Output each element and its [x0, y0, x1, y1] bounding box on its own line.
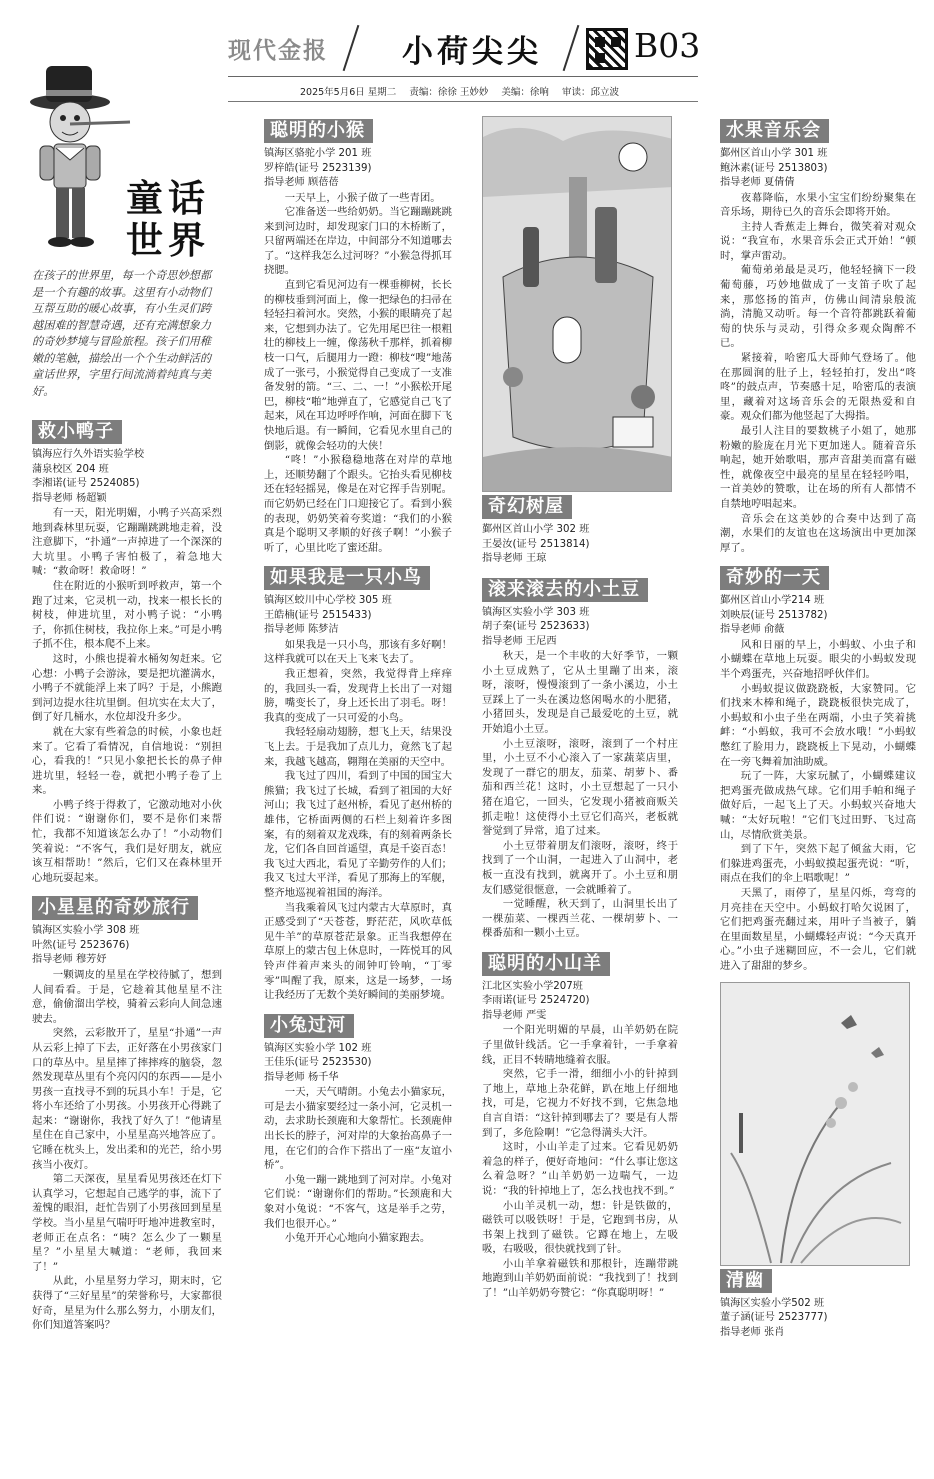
school: 镇海区实验小学 303 班: [482, 606, 590, 618]
article-byline: [264, 1042, 452, 1086]
paragraph: 从此，小星星努力学习，期末时，它获得了“三好星星”的荣誉称号，大家都很好奇，星星为什么那么努力，小朋友们，你们知道答案吗？: [32, 1275, 222, 1332]
paragraph: 最引人注目的要数桃子小姐了，她那粉嫩的脸庞在月光下更加迷人。随着音乐响起，她开始歌唱，那声音甜美而富有磁性，就像夜空中最亮的星星在轻轻吟唱，一首美妙的赞歌，让在场的所有人都情不自禁地哼唱起来。: [720, 425, 916, 510]
paragraph: 到了下午，突然下起了倾盆大雨，它们躲进鸡蛋壳，小蚂蚁摸起蛋壳说：“听，雨点在我们的伞上唱歌呢！”: [720, 843, 916, 885]
paragraph: 它准备送一些给奶奶。当它蹦蹦跳跳来到河边时，却发现家门口的木桥断了，只留两端还在岸边，中间部分不知道哪去了。“这样我怎么过河呀？”小猴急得抓耳挠腮。: [264, 206, 452, 277]
author: 刘映辰(证号 2513782): [720, 609, 828, 621]
article-byline: [482, 606, 678, 650]
author: 王晏汝(证号 2513814): [482, 538, 590, 550]
school: 江北区实验小学207班: [482, 980, 583, 992]
article-clever-monkey: [264, 116, 452, 555]
article-body: [264, 638, 452, 1003]
school: 鄞州区首山小学214 班: [720, 595, 825, 607]
paragraph: 风和日丽的早上，小蚂蚁、小虫子和小蝴蝶在草地上玩耍。眼尖的小蚂蚁发现半个鸡蛋壳，兴奋地招呼伙伴们。: [720, 638, 916, 681]
article-title: 救小鸭子: [32, 420, 122, 444]
teacher: 指导老师 陈梦洁: [264, 624, 339, 636]
article-star-journey: [32, 893, 222, 1332]
article-body: [264, 191, 452, 556]
paragraph: 我飞过了四川，看到了中国的国宝大熊猫；我飞过了长城，看到了祖国的大好河山；我飞过了赵州桥，看见了赵州桥的雄伟，它桥面两侧的石栏上刻着许多图案，有的刻着双龙戏珠，有的刻着两条长龙，它们各自回首遥望，真是千姿百态！我飞过大西北，看见了辛勤劳作的人们；我又飞过大平洋，看见了那海上的军舰，整齐地巡视着祖国的海洋。: [264, 770, 452, 899]
paragraph: 一天早上，小猴子做了一些青团。: [284, 191, 441, 204]
article-byline: [32, 924, 222, 968]
article-byline: [482, 980, 678, 1024]
teacher: 指导老师 顾蓓蓓: [264, 177, 339, 188]
article-rolling-potato: [482, 575, 678, 941]
paragraph: 紧接着，哈密瓜大哥帅气登场了。他在那圆润的肚子上，轻轻拍打，发出“咚咚”的鼓点声，节奏感十足，哈密瓜的表演里，藏着对这场音乐会的无限热爱和自豪。观众们都为他竖起了大拇指。: [720, 352, 916, 423]
paragraph: 直到它看见河边有一棵垂柳树，长长的柳枝垂到河面上，像一把绿色的扫帚在轻轻扫着河水。突然，小猴的眼睛亮了起来，它想到办法了。它先用尾巴往一根粗壮的柳枝上一缠，像荡秋千那样，抓着柳枝一口气，后腿用力一蹬：柳枝“嗖”地荡成了一张弓，小猴觉得自己变成了一支准备发射的箭。“三、二、一！”小猴松开尾巴，柳枝“啪”地弹直了，它感觉自己飞了起来，风在耳边呼呼作响，河面在脚下飞快地后退。有一瞬间，它看见水里自己的倒影，就像会轻功的大侠！: [264, 279, 452, 452]
article-rabbit-crossing: [264, 1011, 452, 1246]
paragraph: 小山羊拿着磁铁和那根针，连蹦带跳地跑到山羊奶奶面前说：“我找到了！找到了！”山羊奶奶夸赞它：“你真聪明呀！”: [482, 1257, 678, 1300]
teacher: 指导老师 张肖: [720, 1326, 785, 1338]
brand-line: 童话: [126, 177, 210, 220]
editor-credit: 责编：徐徐 王妙妙: [409, 87, 489, 98]
teacher: 指导老师 穆芳妤: [32, 954, 107, 966]
school: 鄞州区首山小学 301 班: [720, 148, 828, 159]
paragraph: 第二天深夜，星星看见男孩还在灯下认真学习，它想起自己逃学的事，流下了羞愧的眼泪，赶忙告别了小男孩回到星星学校。当小星星气喘吁吁地冲进教室时，老师正在点名：“咦？怎么少了一颗星星？”小星星大喊道：“老师，我回来了！”: [32, 1173, 222, 1273]
article-title: 清幽: [720, 1269, 772, 1293]
orchid-painting: [720, 982, 910, 1266]
article-body: [720, 638, 916, 974]
teacher: 指导老师 杨超颖: [32, 492, 107, 504]
column-4: [720, 116, 916, 1348]
article-clever-goat: [482, 949, 678, 1301]
article-fantasy-treehouse: [482, 492, 678, 567]
paragraph: 秋天，是一个丰收的大好季节，一颗小土豆成熟了，它从土里蹦了出来，滚呀，滚呀，慢慢滚到了一条小溪边，小土豆踩上了一头在溪边悠闲喝水的小肥猪，小猪回头，发现是自己最爱吃的土豆，就开始追小土豆。: [482, 650, 678, 735]
paragraph: 突然，云彩散开了，星星“扑通”一声从云彩上掉了下去，正好落在小男孩家门口的草丛中。星星摔了摔摔疼的脑袋，忽然发现草丛里有个亮闪闪的东西——是小男孩一直找寻不到的玩具小车！于是，它将小车还给了小男孩。小男孩开心得跳了起来：“谢谢你，我找了好久了！”他请星星住在自己家中，小星星高兴地答应了。它睡在枕头上，发出柔和的光芒，给小男孩当小夜灯。: [32, 1027, 222, 1171]
paragraph: 小土豆滚呀，滚呀，滚到了一个村庄里，小土豆不小心滚入了一家蔬菜店里，发现了一群它的朋友，茄菜、胡萝卜、番茄和西兰花！这时，小土豆想起了一只小猪在追它，一回头，它发现小猪被商贩关抓走啦！这使得小土豆它们高兴，老板就誉觉到了异常，追了过来。: [482, 737, 678, 838]
column-2: [264, 116, 452, 1254]
article-title: 水果音乐会: [720, 119, 829, 143]
newspaper-name: 现代金报: [228, 37, 328, 64]
article-byline: [32, 448, 222, 506]
article-save-duckling: [32, 417, 222, 885]
school: 镇海区实验小学 308 班: [32, 925, 140, 937]
paragraph: 我正想着，突然，我觉得背上痒痒的，我回头一看，发现背上长出了一对翅膀，嘴变长了，身上还长出了羽毛。呀！我真的变成了一只可爱的小鸟。: [264, 668, 452, 724]
article-title: 滚来滚去的小土豆: [482, 578, 648, 602]
paragraph: 一颗调皮的星星在学校待腻了，想到人间看看。于是，它趁着其他星星不注意，偷偷溜出学校，骑着云彩向人间急速驶去。: [32, 968, 222, 1025]
paragraph: 小山羊灵机一动，想：针是铁做的，磁铁可以吸铁呀！于是，它跑到书房，从书架上找到了磁铁。它蹲在地上，左吸吸，右吸吸，很快就找到了针。: [482, 1199, 678, 1256]
author: 鲍沐素(证号 2513803): [720, 162, 828, 174]
reviewer-credit: 审读：邱立波: [561, 87, 619, 98]
paragraph: 一觉睡醒，秋天到了，山洞里长出了一棵茄菜、一棵西兰花、一棵胡萝卜、一棵番茄和一颗小土豆。: [482, 898, 678, 940]
article-body: [32, 506, 222, 885]
article-serenity: [720, 1266, 916, 1341]
brand-line: 世界: [126, 219, 210, 262]
paragraph: 我轻轻扇动翅膀，想飞上天，结果没飞上去。于是我加了点儿力，竟然飞了起来，我越飞越高，翱翔在美丽的天空中。: [264, 726, 452, 768]
article-title: 小兔过河: [264, 1014, 354, 1038]
paragraph: 一天，天气晴朗。小兔去小猫家玩，可是去小猫家要经过一条小河，它灵机一动，去求助长颈鹿和大象帮忙。长颈鹿伸出长长的脖子，河对岸的大象抬高鼻子一甩，在它们的合作下搭出了一座“友谊小桥”。: [264, 1086, 452, 1172]
designer-credit: 美编：徐响: [501, 87, 549, 98]
paragraph: 音乐会在这美妙的合奏中达到了高潮，水果们的友谊也在这场演出中更加深厚了。: [720, 512, 916, 554]
teacher: 指导老师 王尼西: [482, 635, 557, 647]
school: 镇海区实验小学 102 班: [264, 1042, 372, 1054]
teacher: 指导老师 严雯: [482, 1009, 547, 1021]
paragraph: 小土豆带着朋友们滚呀，滚呀，终于找到了一个山洞，一起进入了山洞中，老板一直没有找到，就离开了。小土豆和朋友们感觉很惬意，一会就睡着了。: [482, 839, 678, 896]
school: 镇海应行久外语实验学校: [32, 449, 145, 460]
qr-code-icon: [586, 28, 628, 70]
article-title: 小星星的奇妙旅行: [32, 896, 198, 920]
article-title: 聪明的小猴: [264, 119, 373, 143]
issue-date: 2025年5月6日 星期二: [300, 87, 397, 98]
paragraph: 玩了一阵，大家玩腻了，小蝴蝶建议把鸡蛋壳做成热气球。它们用手帕和绳子做好后，一起飞上了天。小蚂蚁兴奋地大喊：“太好玩啦！”它们飞过田野、飞过高山，尽情欣赏美景。: [720, 770, 916, 841]
article-body: [482, 1023, 678, 1300]
school: 镇海区骆驼小学 201 班: [264, 148, 372, 159]
header-rule: [228, 76, 698, 77]
paragraph: 夜幕降临，水果小宝宝们纷纷聚集在音乐场，期待已久的音乐会即将开始。: [720, 191, 916, 219]
author: 王佳乐(证号 2523530): [264, 1057, 372, 1069]
teacher: 指导老师 杨千华: [264, 1071, 339, 1083]
orchid-painting-art: [721, 983, 910, 1266]
article-if-i-were-bird: [264, 563, 452, 1002]
article-title: 奇幻树屋: [482, 495, 572, 519]
paragraph: 葡萄弟弟最是灵巧，他轻轻摘下一段葡萄藤，巧妙地做成了一支笛子吹了起来，那悠扬的笛声，仿佛山间清泉般流淌，清脆又动听。每一个音符都跳跃着葡萄的快乐与灵动，引得众多观众陶醉不已。: [720, 264, 916, 350]
paragraph: 就在大家有些着急的时候，小象也赶来了。它看了看情况，自信地说：“别担心，看我的！”只见小象把长长的鼻子伸进坑里，轻轻一卷，就把小鸭子卷了上来。: [32, 725, 222, 797]
article-body: [482, 649, 678, 941]
paragraph: 住在附近的小猴听到呼救声，第一个跑了过来，它灵机一动，找来一根长长的树枝，伸进坑里，对小鸭子说：“小鸭子，你抓住树枝，我拉你上来。”可是小鸭子抓不住，根本爬不上来。: [32, 579, 222, 651]
paragraph: 小兔开开心心地向小猫家跑去。: [284, 1232, 431, 1245]
section-name: 小荷尖尖: [402, 34, 542, 70]
column-1: [32, 417, 222, 1341]
paragraph: 突然，它手一滑，细细小小的针掉到了地上，草地上杂花鲜，趴在地上仔细地找，可是，它视力不好找不到，它焦急地自言自语：“这针掉到哪去了？要是有人帮到了，多危险啊！”它急得满头大汗。: [482, 1068, 678, 1139]
header-divider: [563, 25, 580, 71]
paragraph: 主持人香蕉走上舞台，微笑着对观众说：“我宣布，水果音乐会正式开始！”顿时，掌声雷动。: [720, 220, 916, 262]
article-body: [720, 191, 916, 556]
school: 镇海区蛟川中心学校 305 班: [264, 595, 392, 607]
article-byline: [720, 1297, 916, 1341]
article-byline: [720, 594, 916, 638]
paragraph: “咚！”小猴稳稳地落在对岸的草地上，还顺势翻了个跟头。它抬头看见柳枝还在轻轻摇晃，像是在对它挥手告别呢。而它奶奶已经在门口迎接它了。看到小猴的表现，奶奶笑着夸奖道：“我们的小猴真是个聪明又孝顺的好孩子啊！”小猴子听了，心里比吃了蜜还甜。: [264, 454, 452, 554]
article-byline: [482, 523, 678, 567]
paragraph: 小兔一蹦一跳地到了河对岸。小兔对它们说：“谢谢你们的帮助。”长颈鹿和大象对小兔说：“不客气，这是举手之劳，我们也很开心。”: [264, 1173, 452, 1230]
author: 叶然(证号 2523676): [32, 939, 130, 951]
article-title: 聪明的小山羊: [482, 952, 610, 976]
article-title: 奇妙的一天: [720, 566, 829, 590]
author: 罗梓皓(证号 2523139): [264, 162, 372, 174]
paragraph: 天黑了，雨停了，星星闪烁，弯弯的月亮挂在天空中。小蚂蚁打哈欠说困了，它们把鸡蛋壳翻过来，用叶子当被子，躺在里面数星星，小蝴蝶轻声说：“今天真开心。”小虫子迷糊回应，不一会儿，它们就进入了甜甜的梦乡。: [720, 886, 916, 972]
header-divider: [343, 25, 360, 71]
paragraph: 这时，小山羊走了过来。它看见奶奶着急的样子，便好奇地问：“什么事让您这么着急呀？”山羊奶奶一边喘气，一边说：“我的针掉地上了，怎么找也找不到。”: [482, 1141, 678, 1197]
article-byline: [264, 147, 452, 191]
teacher: 指导老师 王琼: [482, 553, 547, 564]
page-number: B03: [634, 26, 701, 65]
article-wonderful-day: [720, 563, 916, 973]
paragraph: 如果我是一只小鸟，那该有多好啊！这样我就可以在天上飞来飞去了。: [264, 638, 452, 666]
article-body: [32, 968, 222, 1333]
paragraph: 有一天，阳光明媚，小鸭子兴高采烈地到森林里玩耍，它蹦蹦跳跳地走着，没注意脚下，“扑通”一声掉进了一个深深的大坑里。小鸭子害怕极了，着急地大喊：“救命呀！救命呀！”: [32, 507, 222, 578]
paragraph: 小鸭子终于得救了，它激动地对小伙伴们说：“谢谢你们，要不是你们来帮忙，我都不知道该怎么办了！”小动物们笑着说：“不客气，我们是好朋友，就应该互相帮助！”然后，它们又在森林里开心地玩耍起来。: [32, 798, 222, 884]
paragraph: 这时，小熊也提着水桶匆匆赶来。它心想：小鸭子会游泳，要是把坑灌满水，小鸭子不就能浮上来了吗？于是，小熊跑到河边提水往坑里倒。但坑实在太大了，倒了好几桶水，水位却没升多少。: [32, 652, 222, 724]
column-3: [482, 116, 678, 1309]
article-byline: [720, 147, 916, 191]
article-body: [264, 1085, 452, 1246]
teacher: 指导老师 俞薇: [720, 624, 785, 636]
header-rule: [228, 101, 698, 102]
article-title: 如果我是一只小鸟: [264, 566, 430, 590]
paragraph: 一个阳光明媚的早晨，山羊奶奶在院子里做针线活。它一手拿着针，一手拿着线，正目不转睛地缝着衣服。: [482, 1024, 678, 1066]
intro-text: 在孩子的世界里，每一个奇思妙想都是一个有趣的故事。这里有小动物们互帮互助的暖心故事，有小生灵们跨越困难的智慧奇遇，还有充满想象力的奇妙梦境与冒险旅程。孩子们用稚嫩的笔触，描绘出一个个生动鲜活的童话世界，字里行间流淌着纯真与美好。: [32, 269, 212, 398]
paragraph: 当我乘着风飞过内蒙古大草原时，真正感受到了“天苍苍，野茫茫，风吹草低见牛羊”的草原苍茫景象。正当我想停在草原上的蒙古包上休息时，一阵悦耳的风铃声伴着声来头的闹钟叮铃响，“丁零零”叫醒了我，原来，这是一场梦，一场让我经历了无数个美好瞬间的美丽梦境。: [264, 901, 452, 1002]
treehouse-drawing: [482, 116, 672, 492]
treehouse-drawing-art: [483, 117, 672, 492]
pinocchio-illustration: [12, 60, 132, 260]
paragraph: 小蚂蚁提议做跷跷板，大家赞同。它们找来木棒和绳子，跷跷板很快完成了，小蚂蚁和小虫子坐在两端，小虫子笑着挑衅：“小蚂蚁，我可不会放水哦！”小蚂蚁憋红了脸用力，跷跷板上下晃动，小蝴蝶在一旁飞舞着加油助威。: [720, 682, 916, 768]
school: 鄞州区首山小学 302 班: [482, 524, 590, 535]
column-brand: [126, 178, 210, 262]
dateline: [300, 84, 629, 98]
author: 胡子秦(证号 2523633): [482, 621, 590, 632]
author: 李雨诺(证号 2524720): [482, 995, 590, 1007]
author: 董子涵(证号 2523777): [720, 1312, 828, 1323]
school: 镇海区实验小学502 班: [720, 1297, 825, 1309]
author: 李湘诺(证号 2524085): [32, 478, 140, 489]
article-fruit-concert: [720, 116, 916, 555]
page-header: [0, 0, 934, 110]
teacher: 指导老师 夏倩倩: [720, 177, 795, 188]
author: 王皓楠(证号 2515433): [264, 609, 372, 621]
branch: 蒲泉校区 204 班: [32, 463, 109, 475]
article-byline: [264, 594, 452, 638]
